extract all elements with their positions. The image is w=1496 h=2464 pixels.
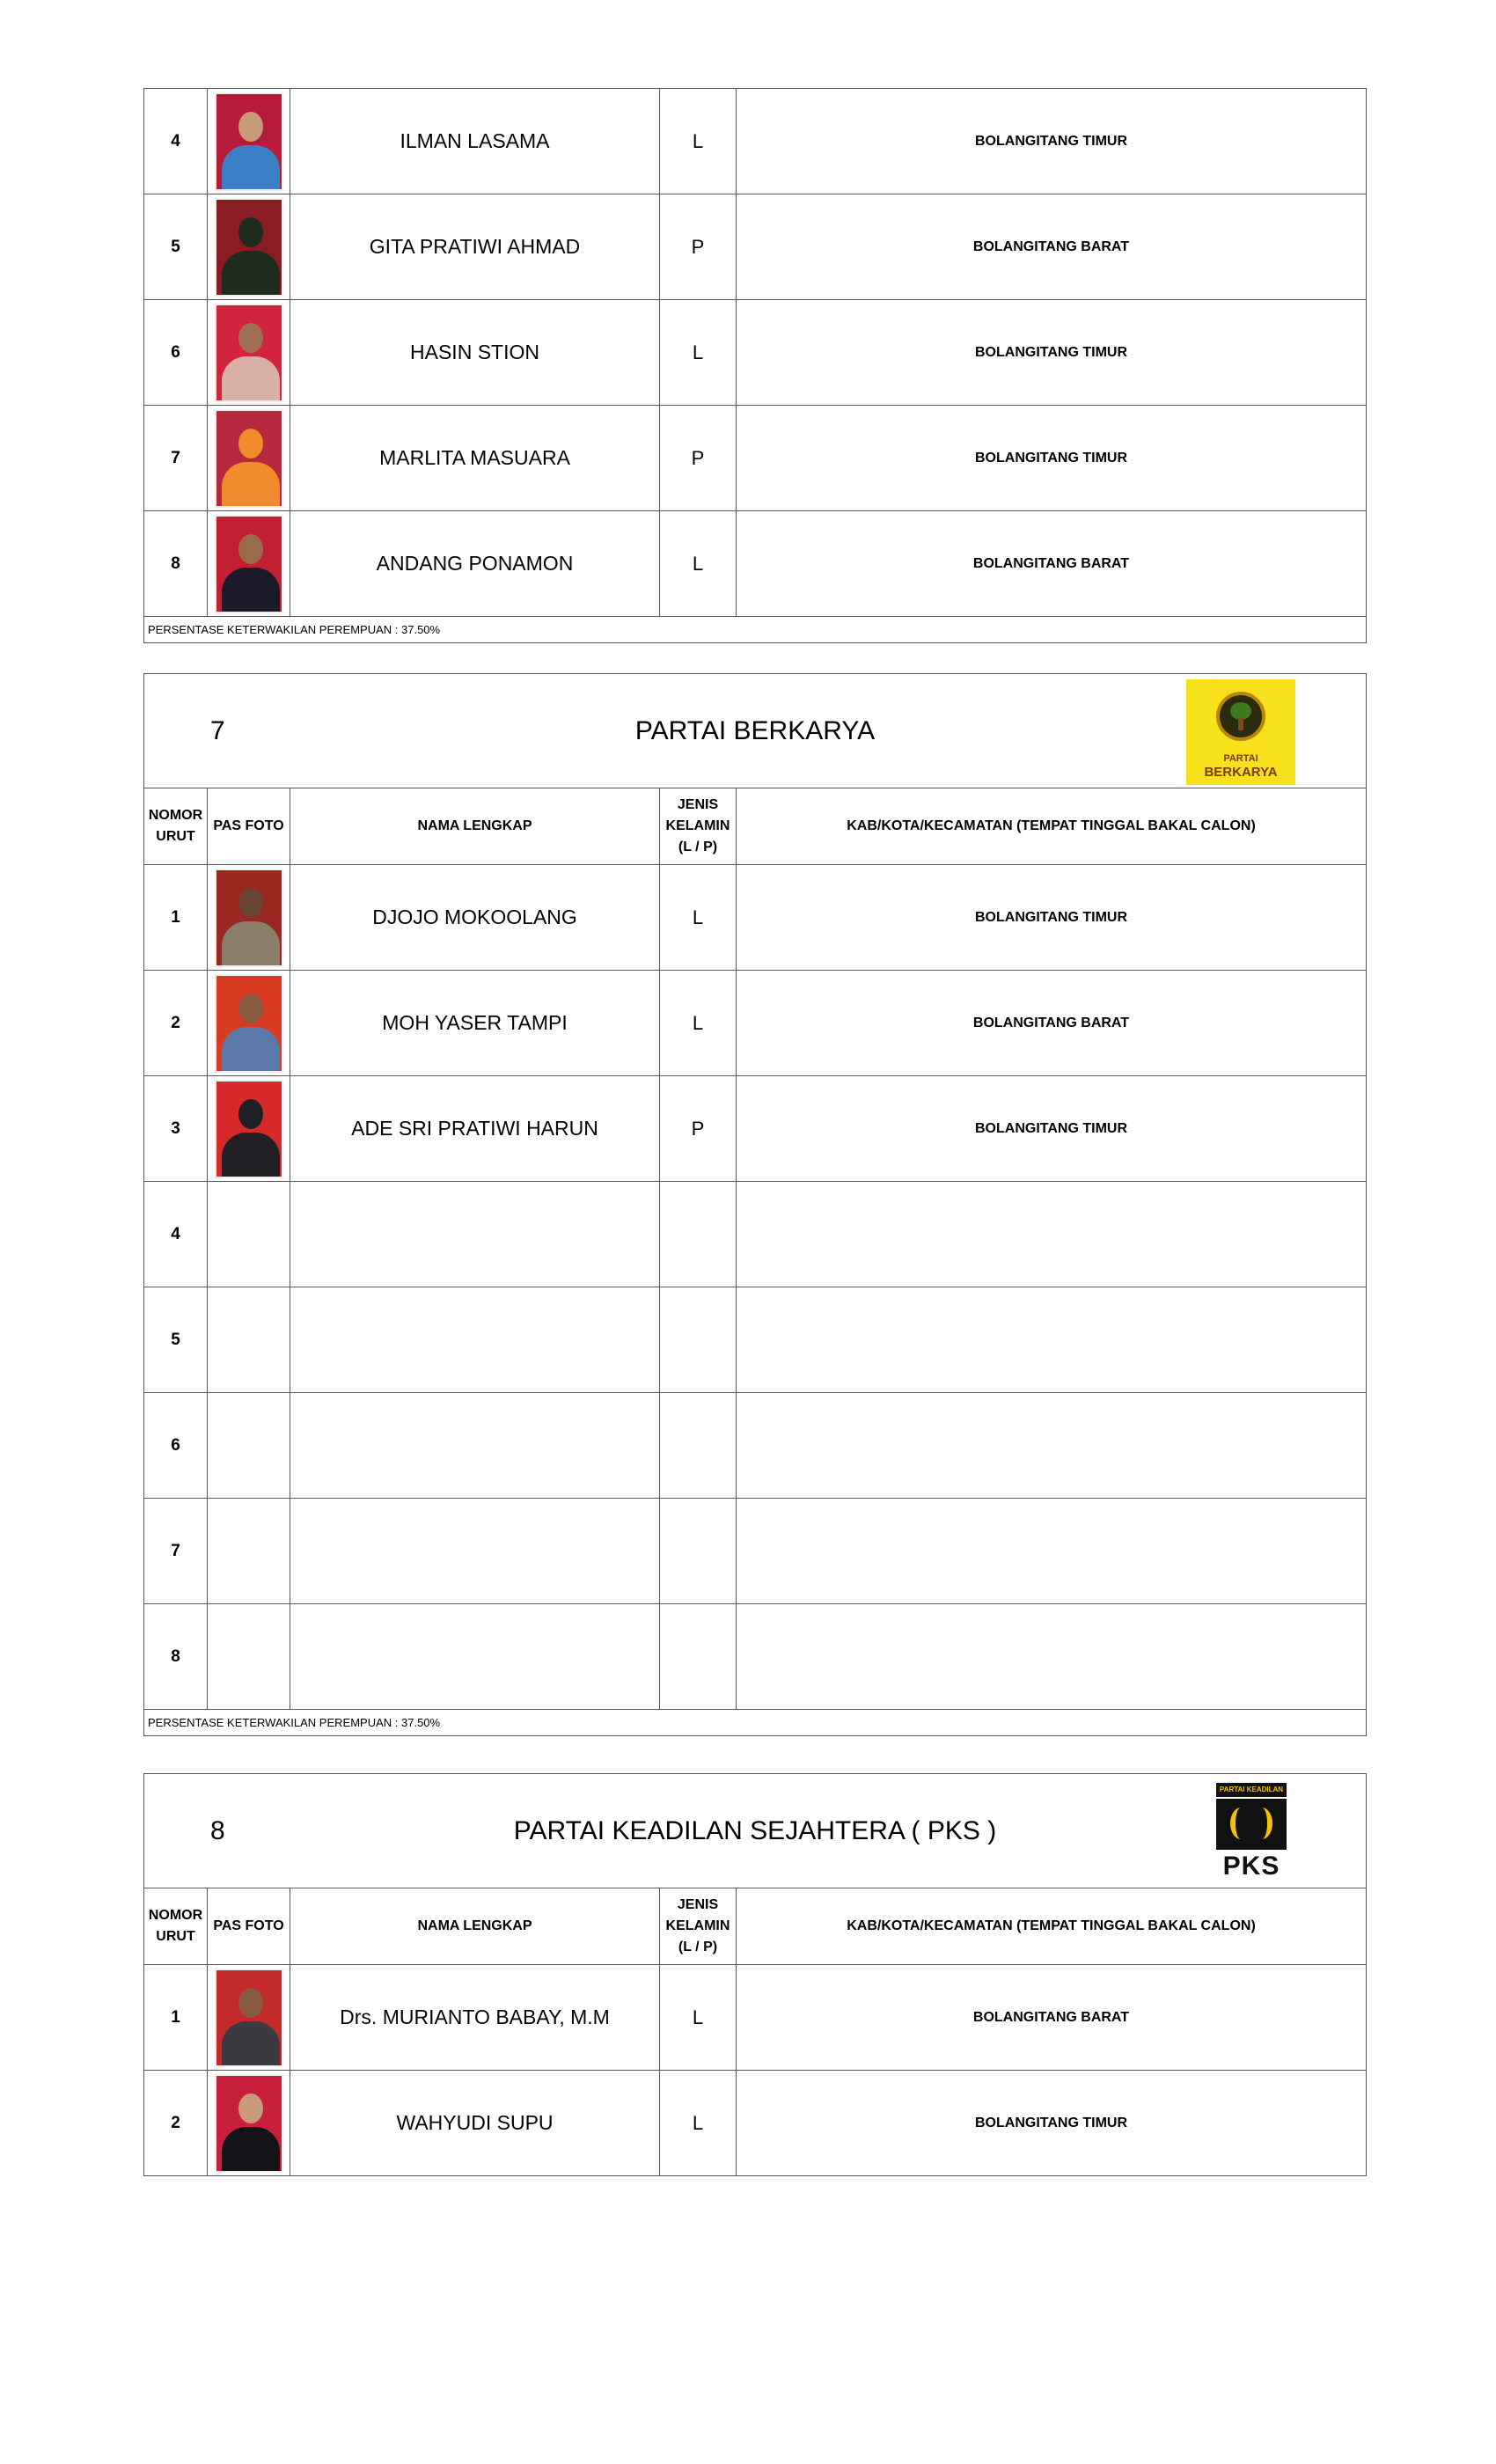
pks-logo: PARTAI KEADILAN PKS: [1216, 1783, 1287, 1878]
header-pas-foto: PAS FOTO: [208, 1888, 290, 1965]
candidate-residence: BOLANGITANG TIMUR: [737, 406, 1367, 511]
header-kecamatan: KAB/KOTA/KECAMATAN (TEMPAT TINGGAL BAKAL CALON): [737, 788, 1367, 865]
candidate-residence: [737, 1287, 1367, 1393]
candidate-row: [144, 971, 1367, 1076]
candidate-residence: [737, 1499, 1367, 1604]
header-jenis-kelamin: JENIS KELAMIN (L / P): [660, 788, 737, 865]
candidate-residence: BOLANGITANG BARAT: [737, 1965, 1367, 2071]
candidate-photo: [215, 1080, 283, 1178]
candidate-photo-cell: [208, 89, 290, 194]
candidate-photo-cell: [208, 2071, 290, 2176]
candidate-row: [144, 865, 1367, 971]
header-kecamatan: KAB/KOTA/KECAMATAN (TEMPAT TINGGAL BAKAL CALON): [737, 1888, 1367, 1965]
candidate-name: HASIN STION: [290, 300, 660, 406]
candidate-number: 6: [144, 300, 208, 406]
party-pks-table: [143, 1773, 1367, 2176]
candidate-number: 7: [144, 1499, 208, 1604]
candidate-photo: [215, 974, 283, 1073]
candidate-residence: BOLANGITANG TIMUR: [737, 300, 1367, 406]
tree-icon: [1230, 702, 1251, 720]
candidate-name: DJOJO MOKOOLANG: [290, 865, 660, 971]
candidate-name: [290, 1393, 660, 1499]
candidate-name: ANDANG PONAMON: [290, 511, 660, 617]
candidate-row: [144, 1182, 1367, 1287]
candidate-row: [144, 406, 1367, 511]
candidate-photo-cell: [208, 1604, 290, 1710]
candidate-number: 2: [144, 971, 208, 1076]
candidate-row: [144, 511, 1367, 617]
header-pas-foto: PAS FOTO: [208, 788, 290, 865]
candidate-number: 8: [144, 511, 208, 617]
candidate-gender: L: [660, 971, 737, 1076]
candidate-name: MOH YASER TAMPI: [290, 971, 660, 1076]
candidate-gender: L: [660, 300, 737, 406]
party-name: PARTAI BERKARYA: [634, 716, 876, 745]
candidate-number: 7: [144, 406, 208, 511]
candidate-photo-cell: [208, 1499, 290, 1604]
candidate-number: 5: [144, 194, 208, 300]
candidate-residence: [737, 1393, 1367, 1499]
header-jenis-kelamin: JENIS KELAMIN (L / P): [660, 1888, 737, 1965]
candidate-photo: [215, 2074, 283, 2173]
candidate-gender: [660, 1287, 737, 1393]
candidate-row: [144, 1499, 1367, 1604]
candidate-row: [144, 1393, 1367, 1499]
candidate-photo: [215, 198, 283, 297]
candidate-number: 3: [144, 1076, 208, 1182]
candidate-photo-cell: [208, 971, 290, 1076]
candidate-name: WAHYUDI SUPU: [290, 2071, 660, 2176]
candidate-name: [290, 1499, 660, 1604]
candidate-photo: [215, 1969, 283, 2067]
candidate-row: [144, 300, 1367, 406]
candidate-photo-cell: [208, 865, 290, 971]
candidate-gender: L: [660, 1965, 737, 2071]
candidate-row: [144, 1965, 1367, 2071]
candidate-number: 1: [144, 1965, 208, 2071]
party-title-row: [144, 674, 1367, 788]
candidate-photo: [215, 515, 283, 613]
candidate-gender: L: [660, 2071, 737, 2176]
candidate-residence: BOLANGITANG TIMUR: [737, 1076, 1367, 1182]
candidate-photo-cell: [208, 1965, 290, 2071]
candidate-number: 8: [144, 1604, 208, 1710]
candidate-gender: [660, 1182, 737, 1287]
candidate-residence: BOLANGITANG BARAT: [737, 511, 1367, 617]
header-nomor-urut: NOMOR URUT: [144, 1888, 208, 1965]
candidate-name: ILMAN LASAMA: [290, 89, 660, 194]
female-representation-percentage: PERSENTASE KETERWAKILAN PEREMPUAN : 37.50%: [144, 617, 1367, 643]
candidate-name: [290, 1287, 660, 1393]
female-representation-row: [144, 1710, 1367, 1736]
candidate-photo-cell: [208, 1076, 290, 1182]
candidate-residence: BOLANGITANG BARAT: [737, 194, 1367, 300]
candidate-name: MARLITA MASUARA: [290, 406, 660, 511]
header-nama-lengkap: NAMA LENGKAP: [290, 1888, 660, 1965]
candidate-row: [144, 89, 1367, 194]
column-header-row: [144, 1888, 1367, 1965]
candidate-number: 2: [144, 2071, 208, 2176]
candidate-residence: BOLANGITANG TIMUR: [737, 89, 1367, 194]
party-berkarya-table: [143, 673, 1367, 1736]
candidate-gender: P: [660, 194, 737, 300]
candidate-photo-cell: [208, 1182, 290, 1287]
party-name: PARTAI KEADILAN SEJAHTERA ( PKS ): [513, 1816, 997, 1845]
candidate-photo-cell: [208, 511, 290, 617]
candidate-residence: BOLANGITANG TIMUR: [737, 865, 1367, 971]
candidate-row: [144, 1076, 1367, 1182]
candidate-photo-cell: [208, 194, 290, 300]
candidate-gender: [660, 1499, 737, 1604]
candidate-photo-cell: [208, 1287, 290, 1393]
crescent-icon: [1251, 1808, 1272, 1839]
party-number: 8: [210, 1816, 225, 1845]
female-representation-row: [144, 617, 1367, 643]
crescent-icon: [1230, 1808, 1251, 1839]
candidate-gender: [660, 1393, 737, 1499]
candidate-row: [144, 2071, 1367, 2176]
candidate-gender: [660, 1604, 737, 1710]
candidate-number: 4: [144, 1182, 208, 1287]
candidate-name: Drs. MURIANTO BABAY, M.M: [290, 1965, 660, 2071]
candidate-gender: L: [660, 865, 737, 971]
candidate-photo-cell: [208, 406, 290, 511]
candidate-number: 6: [144, 1393, 208, 1499]
candidate-photo-cell: [208, 1393, 290, 1499]
candidate-row: [144, 194, 1367, 300]
candidate-residence: [737, 1604, 1367, 1710]
candidate-photo-cell: [208, 300, 290, 406]
candidate-gender: L: [660, 89, 737, 194]
candidate-name: [290, 1604, 660, 1710]
header-nama-lengkap: NAMA LENGKAP: [290, 788, 660, 865]
candidate-photo: [215, 92, 283, 191]
candidate-name: GITA PRATIWI AHMAD: [290, 194, 660, 300]
berkarya-logo: PARTAI BERKARYA: [1186, 679, 1295, 785]
candidate-name: [290, 1182, 660, 1287]
candidate-photo: [215, 409, 283, 508]
candidate-number: 1: [144, 865, 208, 971]
candidate-row: [144, 1604, 1367, 1710]
column-header-row: [144, 788, 1367, 865]
candidate-residence: [737, 1182, 1367, 1287]
candidate-residence: BOLANGITANG BARAT: [737, 971, 1367, 1076]
candidate-number: 4: [144, 89, 208, 194]
header-nomor-urut: NOMOR URUT: [144, 788, 208, 865]
candidate-residence: BOLANGITANG TIMUR: [737, 2071, 1367, 2176]
candidate-number: 5: [144, 1287, 208, 1393]
candidate-table-continued: [143, 88, 1367, 643]
candidate-gender: P: [660, 406, 737, 511]
party-number: 7: [210, 716, 225, 745]
candidate-gender: P: [660, 1076, 737, 1182]
candidate-photo: [215, 869, 283, 967]
candidate-photo: [215, 304, 283, 402]
candidate-gender: L: [660, 511, 737, 617]
party-title-row: [144, 1774, 1367, 1888]
female-representation-percentage: PERSENTASE KETERWAKILAN PEREMPUAN : 37.50%: [144, 1710, 1367, 1736]
candidate-name: ADE SRI PRATIWI HARUN: [290, 1076, 660, 1182]
candidate-row: [144, 1287, 1367, 1393]
